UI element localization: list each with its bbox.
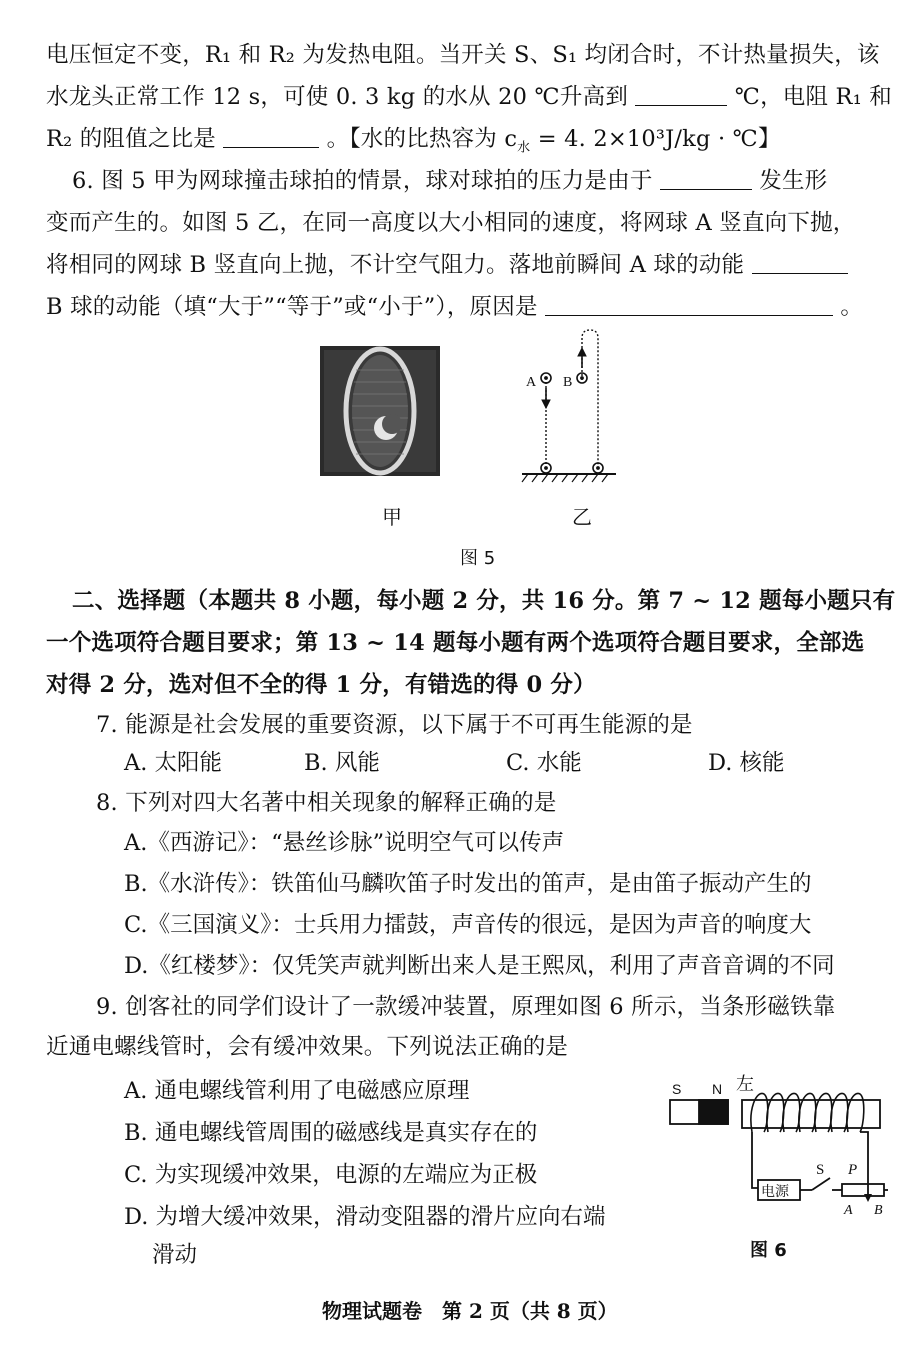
left-label: 左 bbox=[736, 1074, 754, 1095]
q6-blank-compare[interactable] bbox=[752, 251, 848, 274]
q7-option-a[interactable]: A. 太阳能 bbox=[124, 750, 223, 776]
q7-stem: 7. 能源是社会发展的重要资源，以下属于不可再生能源的是 bbox=[96, 712, 693, 738]
q9-stem-line-2: 近通电螺线管时，会有缓冲效果。下列说法正确的是 bbox=[46, 1034, 569, 1060]
magnet-s-label: S bbox=[672, 1081, 682, 1097]
figure-5-title: 图 5 bbox=[460, 548, 496, 569]
q5-line-2 bbox=[46, 82, 892, 112]
q5-line-2-tail: ℃，电阻 R₁ 和 bbox=[734, 84, 892, 110]
figure-5-caption-yi: 乙 bbox=[572, 505, 592, 529]
figure-6 bbox=[662, 1070, 902, 1270]
figure-5-label-a: A bbox=[526, 375, 537, 390]
q8-option-c[interactable]: C.《三国演义》：士兵用力擂鼓，声音传的很远，是因为声音的响度大 bbox=[124, 912, 812, 938]
figure-5-caption-jia: 甲 bbox=[382, 505, 402, 529]
q7-option-d[interactable]: D. 核能 bbox=[708, 750, 785, 776]
q6-line-4 bbox=[46, 292, 863, 322]
figure-5-racket-photo bbox=[320, 346, 440, 476]
q5-line-3-mid: 。【水的比热容为 c bbox=[326, 126, 518, 152]
section-2-line-3: 对得 2 分，选对但不全的得 1 分，有错选的得 0 分） bbox=[46, 672, 596, 698]
section-2-line-1: 二、选择题（本题共 8 小题，每小题 2 分，共 16 分。第 7 ~ 12 题每小题只有 bbox=[72, 588, 896, 614]
slider-label: P bbox=[848, 1162, 858, 1178]
q8-option-b[interactable]: B.《水浒传》：铁笛仙马麟吹笛子时发出的笛声，是由笛子振动产生的 bbox=[124, 871, 812, 897]
q6-line-4-tail: 。 bbox=[840, 294, 864, 320]
switch-label: S bbox=[816, 1162, 825, 1178]
q5-line-3-text: R₂ 的阻值之比是 bbox=[46, 126, 216, 152]
q9-option-d[interactable]: D. 为增大缓冲效果，滑动变阻器的滑片应向右端 bbox=[124, 1204, 606, 1230]
q8-option-a[interactable]: A.《西游记》：“悬丝诊脉”说明空气可以传声 bbox=[124, 830, 565, 856]
page-footer: 物理试题卷 第 2 页（共 8 页） bbox=[322, 1299, 618, 1323]
q9-option-b[interactable]: B. 通电螺线管周围的磁感线是真实存在的 bbox=[124, 1120, 538, 1146]
solenoid bbox=[742, 1100, 880, 1128]
q6-line-4-text: B 球的动能（填“大于”“等于”或“小于”），原因是 bbox=[46, 294, 538, 320]
figure-6-title: 图 6 bbox=[750, 1240, 787, 1261]
q9-option-a[interactable]: A. 通电螺线管利用了电磁感应原理 bbox=[124, 1078, 470, 1104]
magnet-n-label: N bbox=[712, 1081, 723, 1097]
q5-blank-ratio[interactable] bbox=[223, 125, 319, 148]
figure-5-ball-diagram bbox=[522, 330, 616, 482]
q5-line-1: 电压恒定不变，R₁ 和 R₂ 为发热电阻。当开关 S、S₁ 均闭合时，不计热量损失，该 bbox=[46, 42, 880, 68]
q6-line-1 bbox=[72, 166, 827, 196]
q9-option-c[interactable]: C. 为实现缓冲效果，电源的左端应为正极 bbox=[124, 1162, 538, 1188]
q6-line-3 bbox=[46, 250, 848, 280]
q6-blank-reason[interactable] bbox=[545, 293, 833, 316]
section-2-line-2: 一个选项符合题目要求；第 13 ~ 14 题每小题有两个选项符合题目要求，全部选 bbox=[46, 630, 865, 656]
q5-line-3-tail: = 4. 2×10³J/kg · ℃】 bbox=[530, 126, 781, 152]
q8-option-d[interactable]: D.《红楼梦》：仅凭笑声就判断出来人是王熙凤，利用了声音音调的不同 bbox=[124, 953, 835, 979]
q5-line-3 bbox=[46, 124, 781, 164]
q6-blank-deform[interactable] bbox=[660, 167, 752, 190]
q6-line-1-tail: 发生形 bbox=[759, 168, 828, 194]
q7-option-c[interactable]: C. 水能 bbox=[506, 750, 582, 776]
end-b-label: B bbox=[874, 1203, 883, 1218]
power-label: 电源 bbox=[761, 1184, 789, 1200]
q6-line-2: 变而产生的。如图 5 乙，在同一高度以大小相同的速度，将网球 A 竖直向下抛， bbox=[46, 210, 856, 236]
end-a-label: A bbox=[844, 1203, 853, 1218]
q5-line-2-text: 水龙头正常工作 12 s，可使 0. 3 kg 的水从 20 ℃升高到 bbox=[46, 84, 629, 110]
rheostat bbox=[842, 1184, 884, 1196]
figure-5 bbox=[300, 320, 640, 570]
q6-line-3-text: 将相同的网球 B 竖直向上抛，不计空气阻力。落地前瞬间 A 球的动能 bbox=[46, 252, 745, 278]
q9-option-d-continued: 滑动 bbox=[152, 1242, 198, 1268]
q5-sub-water: 水 bbox=[517, 140, 531, 156]
q8-stem: 8. 下列对四大名著中相关现象的解释正确的是 bbox=[96, 790, 557, 816]
q9-stem-line-1: 9. 创客社的同学们设计了一款缓冲装置，原理如图 6 所示，当条形磁铁靠 bbox=[96, 994, 836, 1020]
q5-blank-temperature[interactable] bbox=[635, 83, 727, 106]
figure-5-label-b: B bbox=[563, 375, 573, 390]
switch-s bbox=[812, 1178, 830, 1190]
q6-line-1-text: 6. 图 5 甲为网球撞击球拍的情景，球对球拍的压力是由于 bbox=[72, 168, 653, 194]
q7-option-b[interactable]: B. 风能 bbox=[304, 750, 380, 776]
